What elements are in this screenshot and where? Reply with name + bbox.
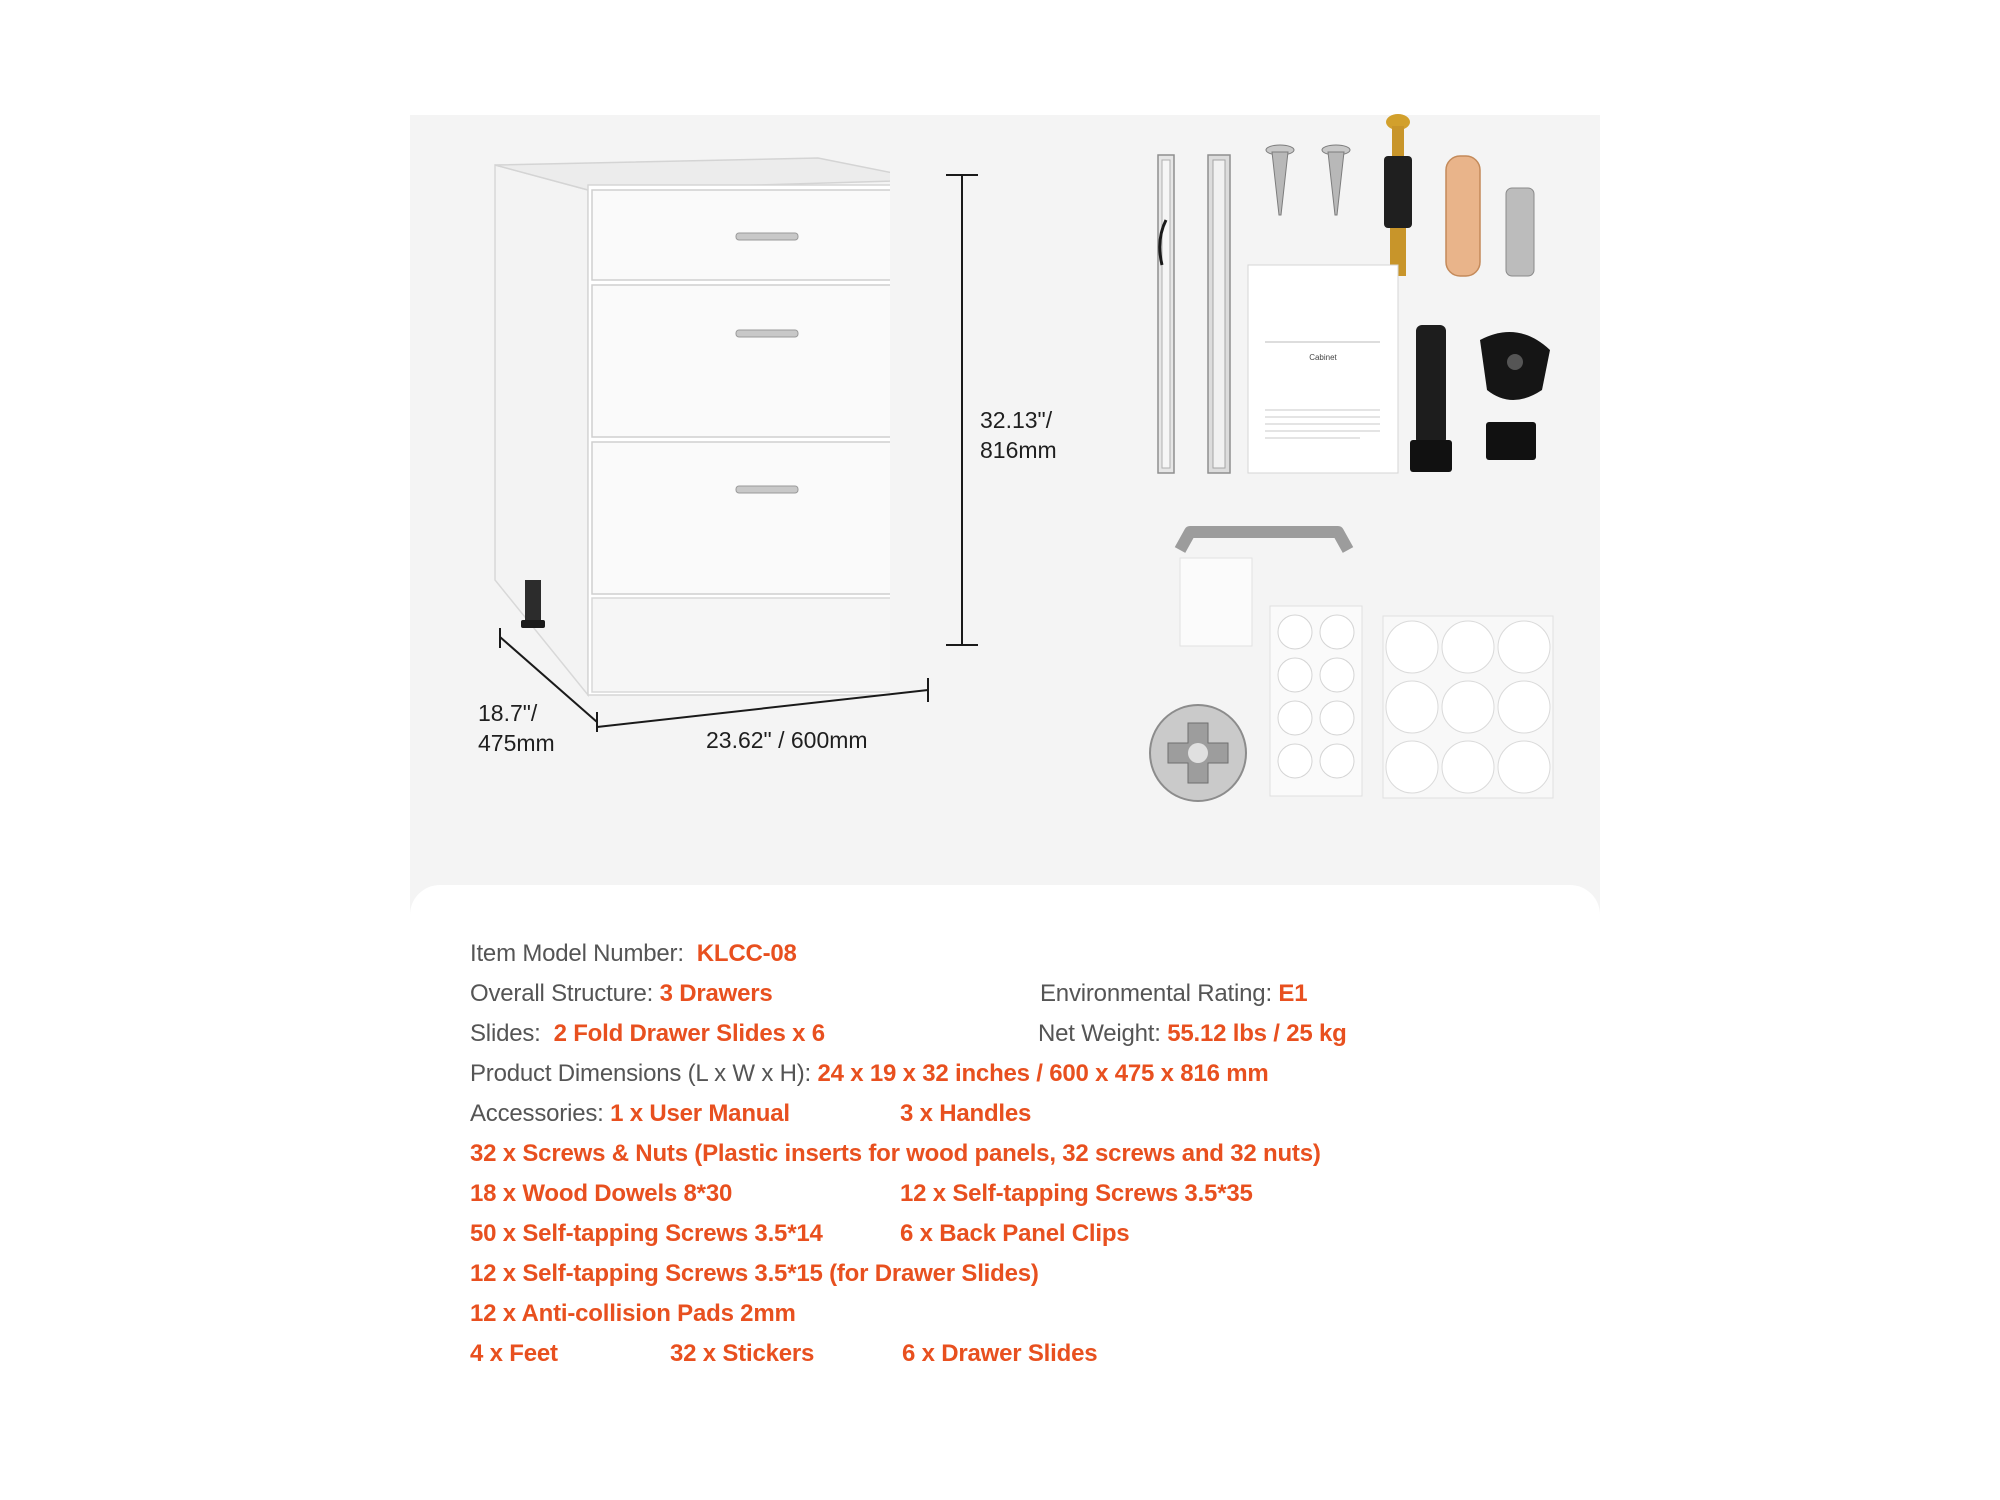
drawer-slide-icon [1208,155,1230,473]
width-dimension: 23.62" / 600mm [706,727,868,753]
accessories-illustration [1140,110,1580,810]
anti-collision-pads-icon [1270,606,1362,796]
sticker-icon [1180,558,1252,646]
accessory-item: 3 x Handles [900,1100,1032,1127]
product-dimensions-row: Product Dimensions (L x W x H): 24 x 19 x 32 inches / 600 x 475 x 816 mm [470,1060,1269,1087]
drawer-slide-icon [1158,155,1174,473]
accessory-item: 32 x Screws & Nuts (Plastic inserts for wood panels, 32 screws and 32 nuts) [470,1140,1321,1167]
accessory-item: 4 x Feet [470,1340,558,1367]
svg-text:Cabinet: Cabinet [1309,353,1337,362]
slides-row: Slides: 2 Fold Drawer Slides x 6 [470,1020,825,1047]
accessories-row: Accessories: 1 x User Manual [470,1100,790,1127]
accessory-item: 50 x Self-tapping Screws 3.5*14 [470,1220,823,1247]
user-manual-icon [1248,265,1398,473]
accessory-item: 6 x Drawer Slides [902,1340,1098,1367]
cam-lock-icon [1150,705,1246,801]
structure-row: Overall Structure: 3 Drawers [470,980,773,1007]
connector-icon [1506,188,1534,276]
environmental-rating-row: Environmental Rating: E1 [1040,980,1308,1007]
sticker-sheet-icon [1383,616,1553,798]
height-dimension: 32.13"/ 816mm [980,407,1057,463]
foot-icon [1410,325,1452,472]
accessory-item: 6 x Back Panel Clips [900,1220,1130,1247]
accessory-item: 12 x Self-tapping Screws 3.5*15 (for Drawer Slides) [470,1260,1039,1287]
screw-icon [1322,145,1350,215]
accessory-item: 18 x Wood Dowels 8*30 [470,1180,733,1207]
back-panel-clip-icon [1486,422,1536,460]
model-number-row: Item Model Number: KLCC-08 [470,940,797,967]
accessory-item: 12 x Anti-collision Pads 2mm [470,1300,796,1327]
net-weight-row: Net Weight: 55.12 lbs / 25 kg [1038,1020,1347,1047]
depth-dimension: 18.7"/ 475mm [478,700,555,756]
accessory-item: 32 x Stickers [670,1340,815,1367]
wood-dowel-icon [1446,156,1480,276]
accessory-item: 12 x Self-tapping Screws 3.5*35 [900,1180,1253,1207]
screw-icon [1266,145,1294,215]
handle-icon [1180,532,1348,550]
cam-bolt-icon [1384,114,1412,276]
foot-base-icon [1480,332,1550,400]
